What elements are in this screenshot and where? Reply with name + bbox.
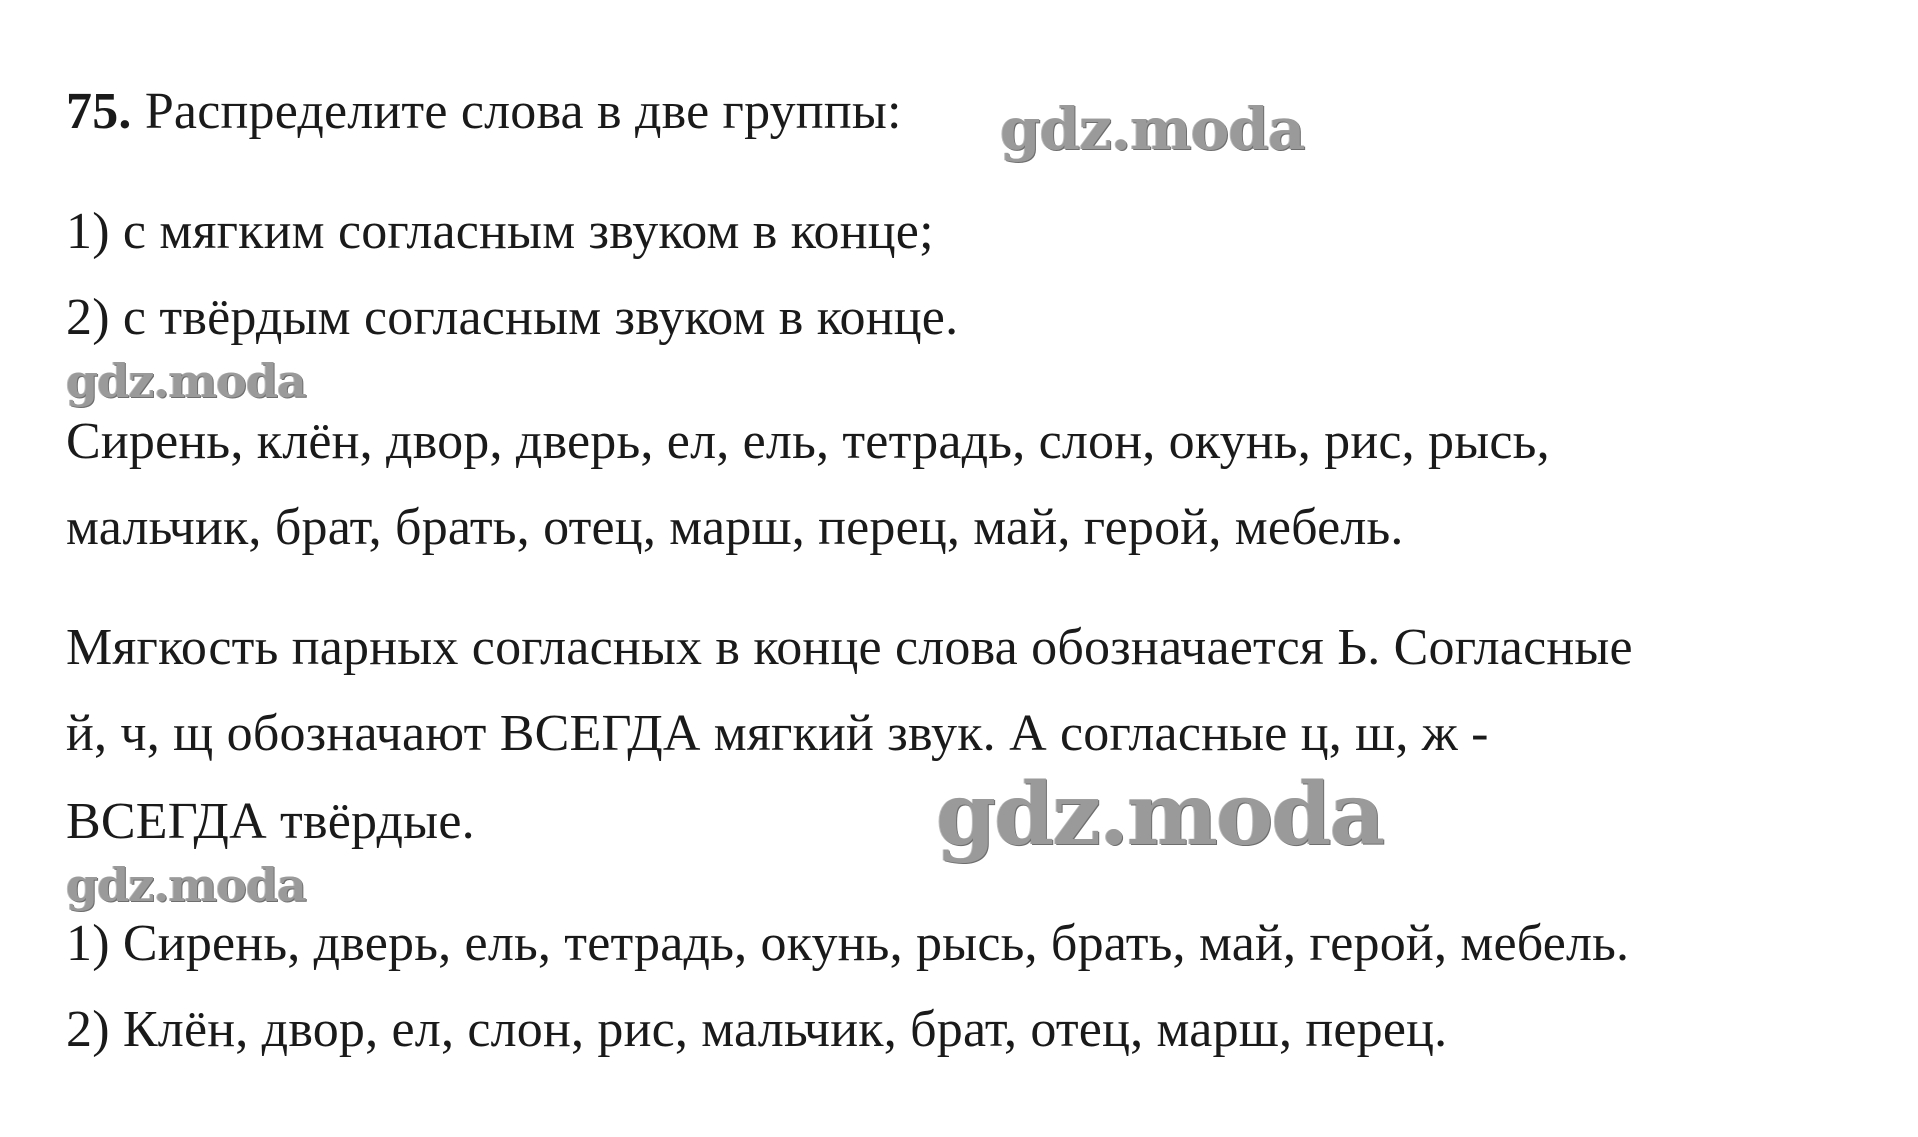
task-heading <box>66 83 902 140</box>
explanation-line: ВСЕГДА твёрдые. <box>66 793 475 850</box>
task-instruction: Распределите слова в две группы: <box>144 83 902 140</box>
watermark: gdz.moda <box>1000 95 1305 163</box>
watermark: gdz.moda <box>936 764 1384 865</box>
group2-condition: 2) с твёрдым согласным звуком в конце. <box>66 289 959 346</box>
explanation-line: Мягкость парных согласных в конце слова обозначается Ь. Согласные <box>66 619 1633 676</box>
word-list-line: Сирень, клён, двор, дверь, ел, ель, тетрадь, слон, окунь, рис, рысь, <box>66 413 1550 470</box>
answer-group2: 2) Клён, двор, ел, слон, рис, мальчик, брат, отец, марш, перец. <box>66 1001 1448 1058</box>
explanation-line: й, ч, щ обозначают ВСЕГДА мягкий звук. А согласные ц, ш, ж - <box>66 705 1489 762</box>
watermark: gdz.moda <box>66 354 306 408</box>
answer-group1: 1) Сирень, дверь, ель, тетрадь, окунь, рысь, брать, май, герой, мебель. <box>66 915 1630 972</box>
watermark: gdz.moda <box>66 858 306 912</box>
word-list-line: мальчик, брат, брать, отец, марш, перец, май, герой, мебель. <box>66 499 1404 556</box>
task-number: 75. <box>66 83 132 140</box>
group1-condition: 1) с мягким согласным звуком в конце; <box>66 203 934 260</box>
